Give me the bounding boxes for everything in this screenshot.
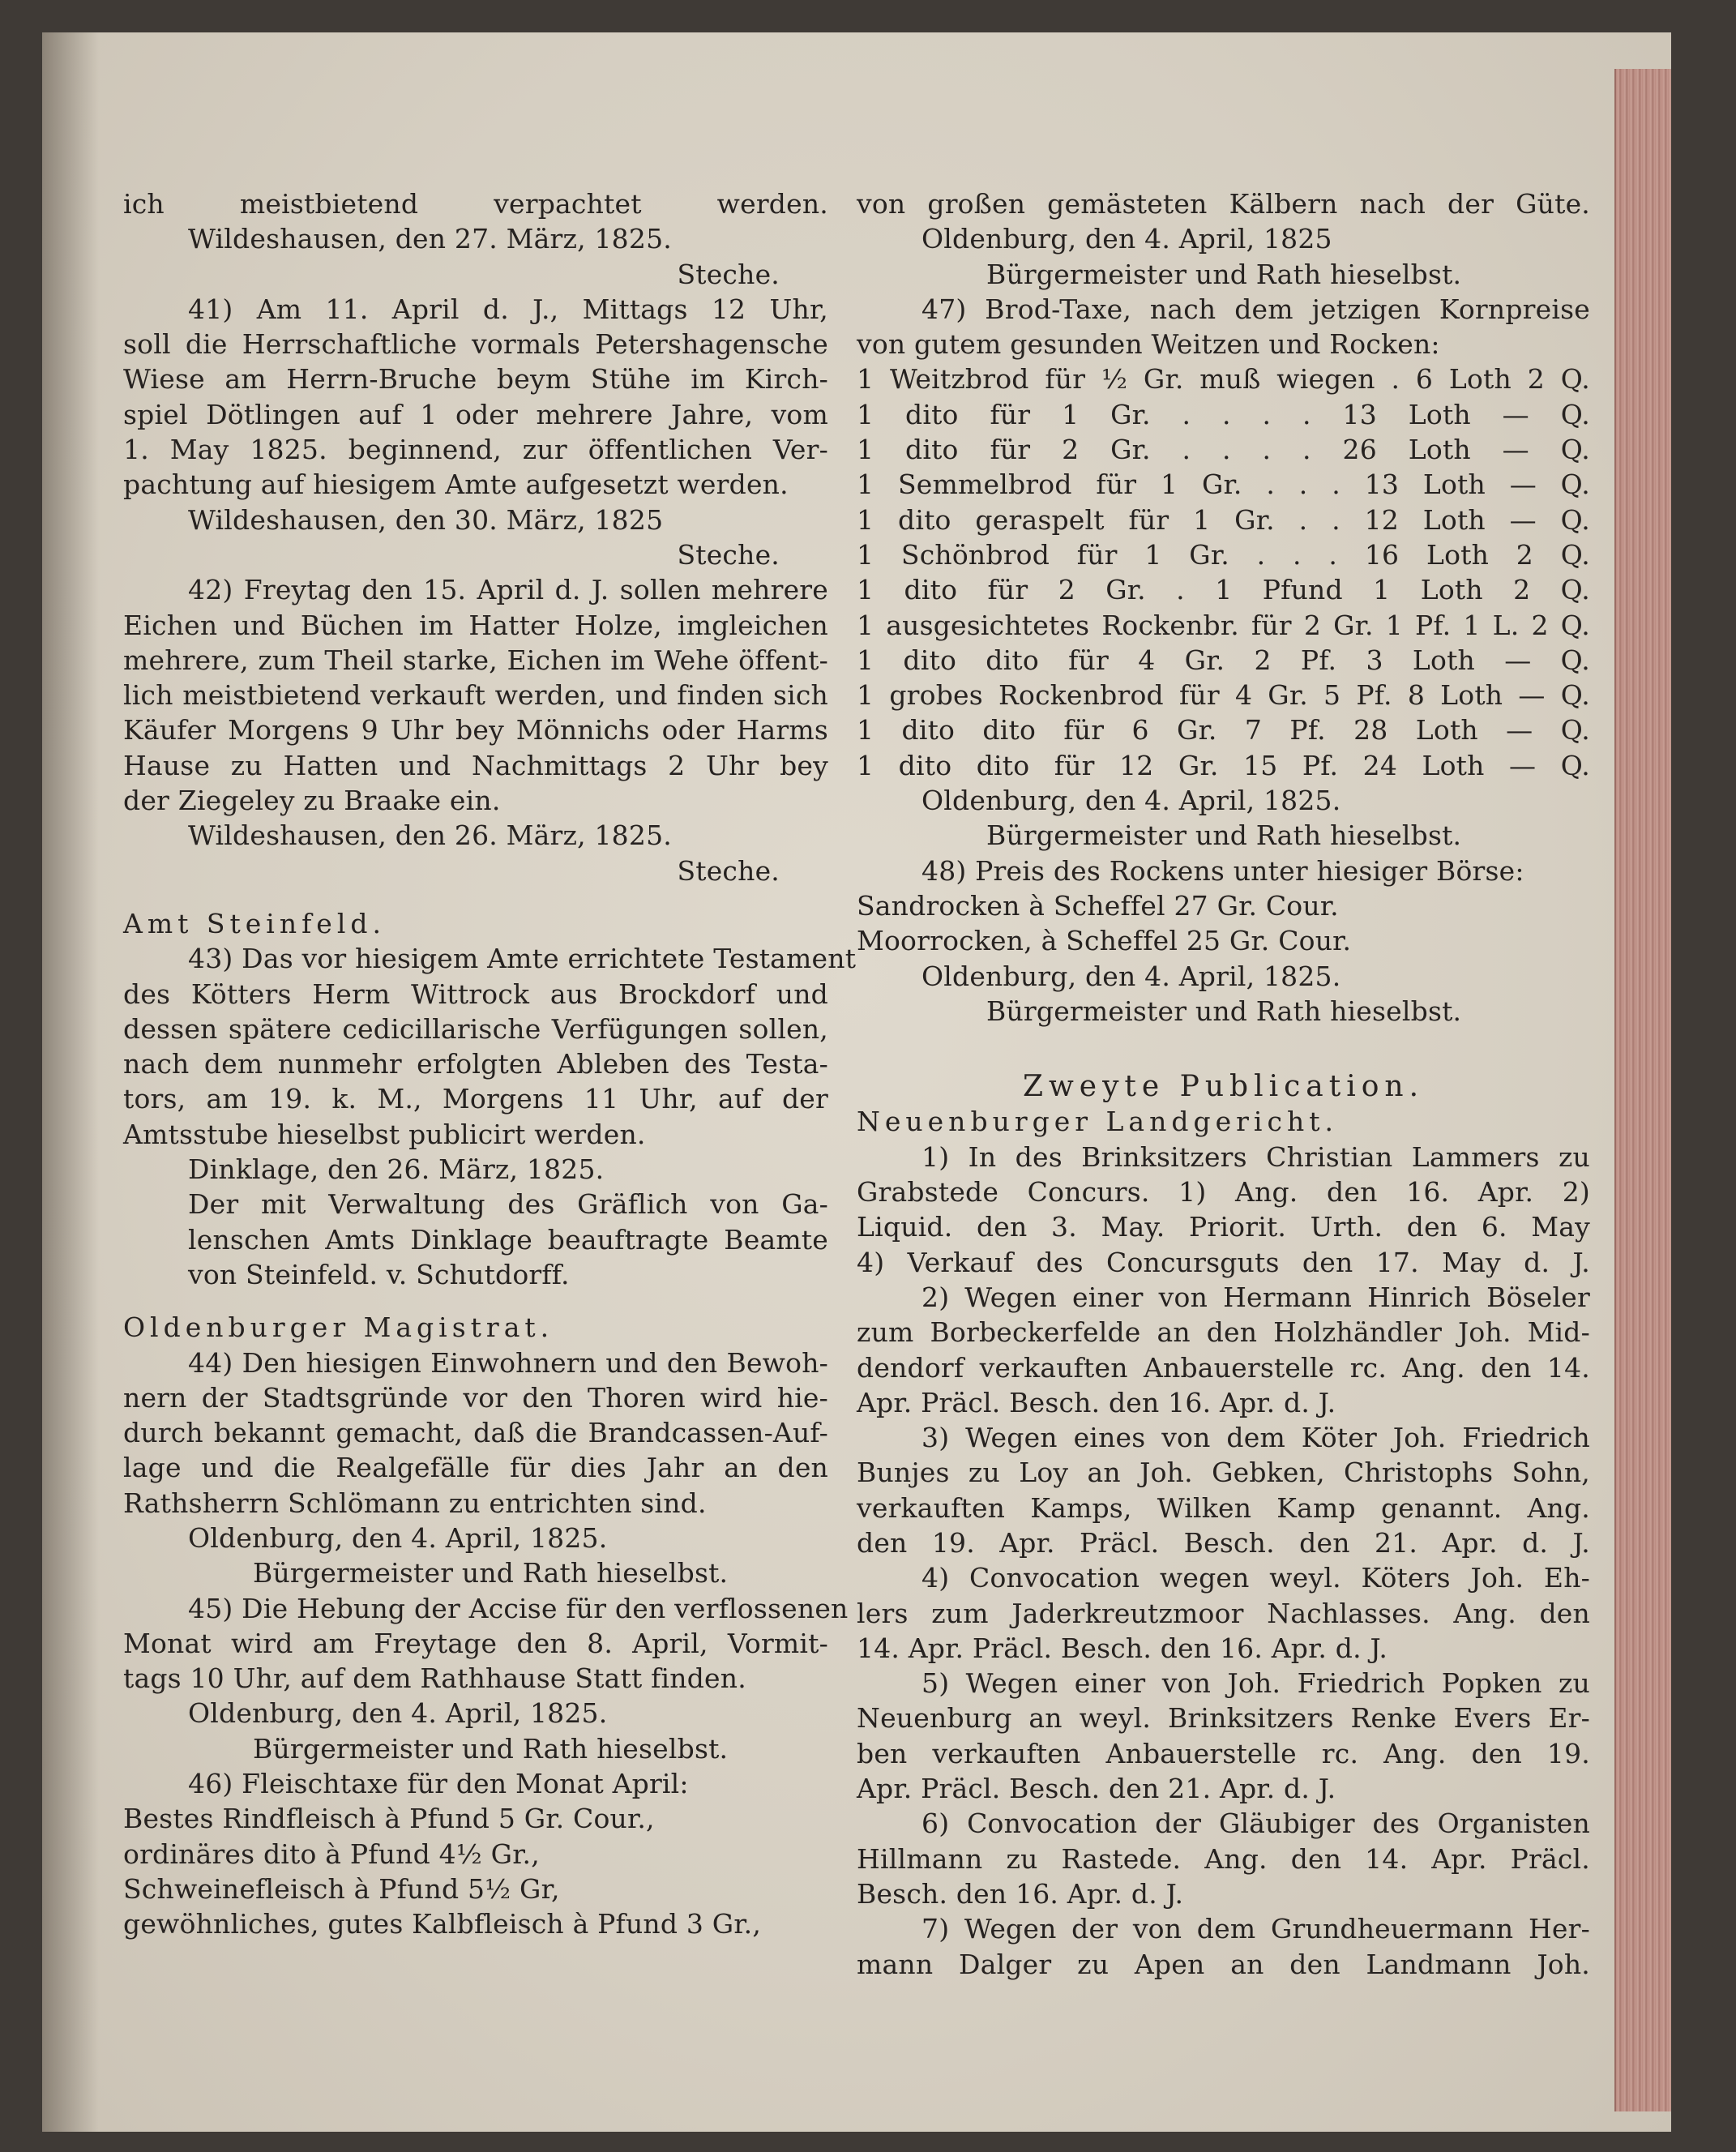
left-text-line: ich meistbietend verpachtet werden. xyxy=(123,188,828,220)
right-text-line xyxy=(857,1029,1590,1069)
left-text-line: Rathsherrn Schlömann zu entrichten sind. xyxy=(123,1487,707,1519)
left-text-line: Schweinefleisch à Pfund 5½ Gr, xyxy=(123,1872,560,1905)
left-text-line: Monat wird am Freytage den 8. April, Vormit- xyxy=(123,1627,828,1659)
right-text-line: von gutem gesunden Weitzen und Rocken: xyxy=(857,328,1440,361)
right-text-line: Oldenburg, den 4. April, 1825 xyxy=(921,223,1332,255)
right-text-line: 1 dito dito für 6 Gr. 7 Pf. 28 Loth — Q. xyxy=(857,714,1590,747)
left-text-line: durch bekannt gemacht, daß die Brandcassen-Auf- xyxy=(123,1417,828,1449)
left-text-line: Käufer Morgens 9 Uhr bey Mönnichs oder Harms xyxy=(123,714,828,747)
left-text-line: Steche. xyxy=(677,538,780,571)
left-text-line: 41) Am 11. April d. J., Mittags 12 Uhr, xyxy=(188,293,828,325)
right-text-line: 14. Apr. Präcl. Besch. den 16. Apr. d. J. xyxy=(857,1632,1388,1664)
right-text-line: dendorf verkauften Anbauerstelle rc. Ang. den 14. xyxy=(857,1351,1590,1384)
left-text-line xyxy=(123,1292,828,1310)
left-text-line: des Kötters Herm Wittrock aus Brockdorf und xyxy=(123,978,828,1010)
left-text-line: mehrere, zum Theil starke, Eichen im Wehe öffent- xyxy=(123,644,828,676)
right-text-line: ben verkauften Anbauerstelle rc. Ang. den 19. xyxy=(857,1737,1590,1769)
left-text-line xyxy=(123,888,828,906)
right-text-line: Bürgermeister und Rath hieselbst. xyxy=(986,995,1462,1027)
left-text-line: nach dem nunmehr erfolgten Ableben des Testa- xyxy=(123,1048,828,1080)
left-text-line: lenschen Amts Dinklage beauftragte Beamte xyxy=(188,1223,828,1256)
left-text-line: 43) Das vor hiesigem Amte errichtete Testament xyxy=(188,943,857,975)
right-text-line: Zweyte Publication. xyxy=(1022,1070,1425,1104)
left-text-line: Wildeshausen, den 30. März, 1825 xyxy=(188,503,664,536)
left-text-line: Eichen und Büchen im Hatter Holze, imgleichen xyxy=(123,609,828,641)
left-text-line: 42) Freytag den 15. April d. J. sollen mehrere xyxy=(188,574,828,606)
left-text-line: tors, am 19. k. M., Morgens 11 Uhr, auf der xyxy=(123,1083,828,1115)
right-text-line: 1 dito dito für 12 Gr. 15 Pf. 24 Loth — Q. xyxy=(857,749,1590,781)
right-text-line: verkauften Kamps, Wilken Kamp genannt. Ang. xyxy=(857,1491,1590,1524)
right-text-line: Apr. Präcl. Besch. den 16. Apr. d. J. xyxy=(857,1386,1336,1418)
left-column xyxy=(123,186,857,1942)
right-text-line: Apr. Präcl. Besch. den 21. Apr. d. J. xyxy=(857,1773,1336,1805)
left-text-line: spiel Dötlingen auf 1 oder mehrere Jahre, vom xyxy=(123,398,828,430)
left-text-line: Wiese am Herrn-Bruche beym Stühe im Kirch- xyxy=(123,363,828,396)
left-text-line: Bestes Rindfleisch à Pfund 5 Gr. Cour., xyxy=(123,1803,655,1835)
left-text-line: Oldenburg, den 4. April, 1825. xyxy=(188,1697,608,1730)
right-text-line: 6) Convocation der Gläubiger des Organisten xyxy=(921,1808,1590,1840)
left-text-line: Der mit Verwaltung des Gräflich von Ga- xyxy=(188,1188,828,1221)
left-text-line: Hause zu Hatten und Nachmittags 2 Uhr bey xyxy=(123,749,828,781)
right-column xyxy=(857,186,1590,1982)
left-text-line: Wildeshausen, den 27. März, 1825. xyxy=(188,223,672,255)
right-text-line: 1 ausgesichtetes Rockenbr. für 2 Gr. 1 Pf. 1 L. 2 Q. xyxy=(857,609,1590,641)
left-text-line: lich meistbietend verkauft werden, und finden sich xyxy=(123,679,828,712)
right-text-line: Bunjes zu Loy an Joh. Gebken, Christophs Sohn, xyxy=(857,1457,1590,1489)
right-text-line: Hillmann zu Rastede. Ang. den 14. Apr. Präcl. xyxy=(857,1842,1590,1875)
right-text-line: 47) Brod-Taxe, nach dem jetzigen Kornpreise xyxy=(921,293,1590,325)
right-text-line: zum Borbeckerfelde an den Holzhändler Joh. Mid- xyxy=(857,1316,1590,1349)
left-text-line: Steche. xyxy=(677,258,780,290)
right-text-line: 4) Verkauf des Concursguts den 17. May d. J. xyxy=(857,1246,1590,1278)
left-text-line: Bürgermeister und Rath hieselbst. xyxy=(253,1557,729,1589)
right-text-line: Oldenburg, den 4. April, 1825. xyxy=(921,960,1341,992)
right-text-line: Neuenburg an weyl. Brinksitzers Renke Evers Er- xyxy=(857,1702,1590,1735)
right-text-line: Neuenburger Landgericht. xyxy=(857,1106,1338,1138)
right-text-line: mann Dalger zu Apen an den Landmann Joh. xyxy=(857,1948,1590,1980)
left-text-line: 46) Fleischtaxe für den Monat April: xyxy=(188,1768,689,1800)
right-text-line: Moorrocken, à Scheffel 25 Gr. Cour. xyxy=(857,925,1352,957)
left-text-line: 1. May 1825. beginnend, zur öffentlichen Ver- xyxy=(123,434,828,466)
right-text-line: Grabstede Concurs. 1) Ang. den 16. Apr. 2) xyxy=(857,1176,1590,1209)
right-text-line: 1 Weitzbrod für ½ Gr. muß wiegen . 6 Loth 2 Q. xyxy=(857,363,1590,396)
left-text-line: 45) Die Hebung der Accise für den verflossenen xyxy=(188,1592,849,1624)
left-text-line: der Ziegeley zu Braake ein. xyxy=(123,785,501,817)
left-text-line: soll die Herrschaftliche vormals Petershagensche xyxy=(123,328,828,361)
right-text-line: den 19. Apr. Präcl. Besch. den 21. Apr. d. J. xyxy=(857,1526,1590,1559)
left-text-line: Bürgermeister und Rath hieselbst. xyxy=(253,1732,729,1765)
left-text-line: 44) Den hiesigen Einwohnern und den Bewoh- xyxy=(188,1346,828,1379)
right-text-line: 3) Wegen eines von dem Köter Joh. Friedrich xyxy=(921,1422,1590,1454)
left-text-line: pachtung auf hiesigem Amte aufgesetzt werden. xyxy=(123,468,789,501)
left-text-line: gewöhnliches, gutes Kalbfleisch à Pfund 3 Gr., xyxy=(123,1908,762,1940)
right-text-line: 1 dito geraspelt für 1 Gr. . . 12 Loth — Q. xyxy=(857,503,1590,536)
right-text-line: Bürgermeister und Rath hieselbst. xyxy=(986,258,1462,290)
right-text-line: 7) Wegen der von dem Grundheuermann Her- xyxy=(921,1913,1590,1945)
left-text-line: Steche. xyxy=(677,854,780,887)
left-text-line: lage und die Realgefälle für dies Jahr an den xyxy=(123,1452,828,1484)
left-text-line: Amtsstube hieselbst publicirt werden. xyxy=(123,1118,646,1150)
right-text-line: 1 dito für 1 Gr. . . . . 13 Loth — Q. xyxy=(857,398,1590,430)
left-text-line: ordinäres dito à Pfund 4½ Gr., xyxy=(123,1838,540,1870)
right-text-line: 1 Semmelbrod für 1 Gr. . . . 13 Loth — Q. xyxy=(857,468,1590,501)
left-text-line: Oldenburg, den 4. April, 1825. xyxy=(188,1521,608,1554)
right-text-line: Oldenburg, den 4. April, 1825. xyxy=(921,785,1341,817)
left-text-line: nern der Stadtsgründe vor den Thoren wird hie- xyxy=(123,1381,828,1414)
right-text-line: Besch. den 16. Apr. d. J. xyxy=(857,1877,1184,1910)
right-text-line: lers zum Jaderkreutzmoor Nachlasses. Ang. den xyxy=(857,1597,1590,1629)
book-page xyxy=(42,32,1671,2132)
left-text-line: dessen spätere cedicillarische Verfügungen sollen, xyxy=(123,1012,828,1045)
right-text-line: 1 grobes Rockenbrod für 4 Gr. 5 Pf. 8 Loth — Q. xyxy=(857,679,1590,712)
right-text-line: 48) Preis des Rockens unter hiesiger Börse: xyxy=(921,854,1524,887)
right-text-line: 5) Wegen einer von Joh. Friedrich Popken zu xyxy=(921,1667,1590,1700)
right-text-line: Sandrocken à Scheffel 27 Gr. Cour. xyxy=(857,889,1339,922)
binding-gutter-shadow xyxy=(42,32,99,2132)
right-text-line: 1 dito für 2 Gr. . . . . 26 Loth — Q. xyxy=(857,434,1590,466)
left-text-line: Dinklage, den 26. März, 1825. xyxy=(188,1153,605,1186)
right-text-line: 1) In des Brinksitzers Christian Lammers zu xyxy=(921,1140,1590,1173)
right-text-line: Bürgermeister und Rath hieselbst. xyxy=(986,819,1462,852)
left-text-line: Wildeshausen, den 26. März, 1825. xyxy=(188,819,672,852)
left-text-line: tags 10 Uhr, auf dem Rathhause Statt finden. xyxy=(123,1662,746,1695)
page-edges xyxy=(1614,69,1671,2111)
right-text-line: 4) Convocation wegen weyl. Köters Joh. Eh- xyxy=(921,1562,1590,1594)
right-text-line: von großen gemästeten Kälbern nach der Güte. xyxy=(857,188,1590,220)
right-text-line: 1 dito für 2 Gr. . 1 Pfund 1 Loth 2 Q. xyxy=(857,574,1590,606)
right-text-line: 2) Wegen einer von Hermann Hinrich Böseler xyxy=(921,1281,1590,1313)
right-text-line: 1 dito dito für 4 Gr. 2 Pf. 3 Loth — Q. xyxy=(857,644,1590,676)
left-text-line: von Steinfeld. v. Schutdorff. xyxy=(188,1258,570,1290)
left-text-line: Amt Steinfeld. xyxy=(123,907,386,939)
left-text-line: Oldenburger Magistrat. xyxy=(123,1311,554,1344)
right-text-line: Liquid. den 3. May. Priorit. Urth. den 6. May xyxy=(857,1211,1590,1243)
right-text-line: 1 Schönbrod für 1 Gr. . . . 16 Loth 2 Q. xyxy=(857,538,1590,571)
